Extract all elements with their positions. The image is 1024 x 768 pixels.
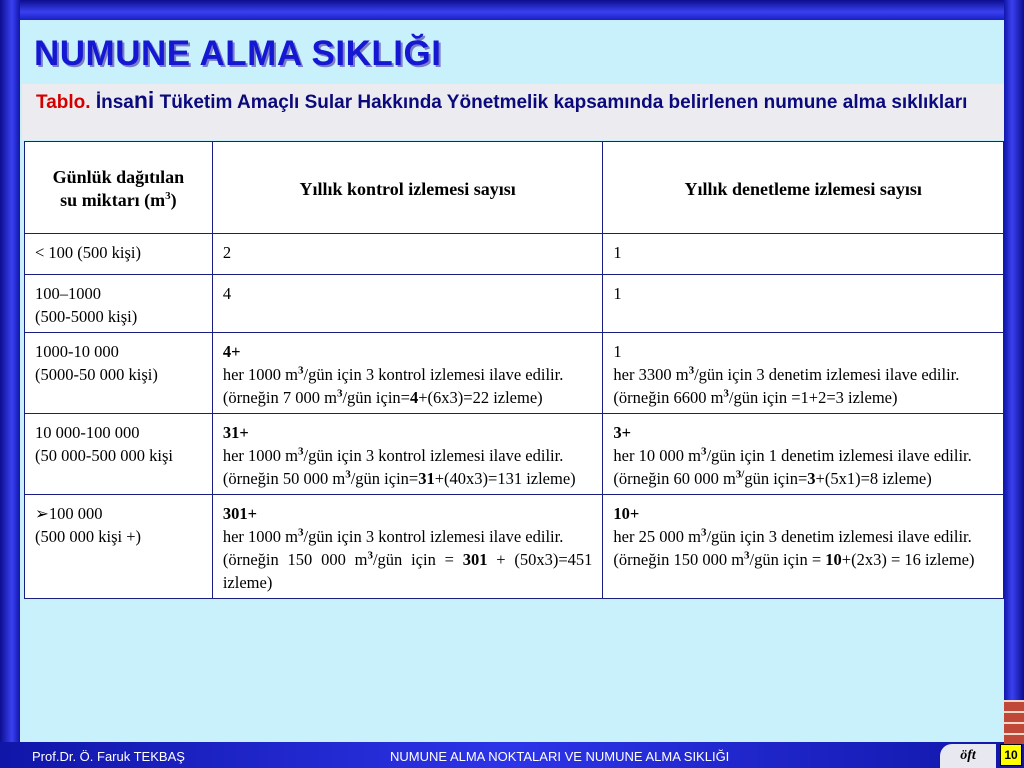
caption-word-part1: İnsa [95,92,134,113]
cell-daily-amount: 1000-10 000 (5000-50 000 kişi) [25,333,213,414]
table-caption [36,88,1002,115]
footer-topic: NUMUNE ALMA NOKTALARI VE NUMUNE ALMA SIKLIĞI [390,749,730,764]
cell-audit-count: 1 her 3300 $m^3$/gün için 3 denetim izlemesi ilave edilir. (örneğin 6600 $m^3$/gün için =1+2=3 izleme) [603,333,1004,414]
caption-prefix: Tablo. [36,92,91,113]
cell-daily-amount: ➢100 000 (500 000 kişi +) [25,495,213,599]
table-row [25,495,1004,599]
page-number: 10 [1000,744,1022,766]
cell-control-count: 31+ her 1000 $m^3$/gün için 3 kontrol izlemesi ilave edilir. (örneğin 50 000 $m^3$/gün için=31+(40x3)=131 izleme) [212,414,603,495]
frame-right [1004,0,1024,768]
cell-daily-amount: 10 000-100 000 (50 000-500 000 kişi [25,414,213,495]
arrow-bullet-icon: ➢ [35,504,49,523]
cell-control-count: 4 [212,275,603,333]
cell-audit-count: 10+ her 25 000 $m^3$/gün için 3 denetim izlemesi ilave edilir. (örneğin 150 000 $m^3$/gün için = 10+(2x3) = 16 izleme) [603,495,1004,599]
cell-control-count: 4+ her 1000 $m^3$/gün için 3 kontrol izlemesi ilave edilir. (örneğin 7 000 $m^3$/gün için=4+(6x3)=22 izleme) [212,333,603,414]
header-daily-amount: Günlük dağıtılan su miktarı $(m^3)$ [25,142,213,234]
cell-audit-count: 1 [603,234,1004,275]
table-row [25,275,1004,333]
table-row [25,234,1004,275]
frame-top [0,0,1024,20]
author-logo-icon: öft [940,744,996,768]
slide-title: NUMUNE ALMA SIKLIĞI [34,34,442,73]
caption-rest: Tüketim Amaçlı Sular Hakkında Yönetmelik kapsamında belirlenen numune alma sıklıkları [154,92,968,113]
sampling-frequency-table [24,141,1004,599]
caption-word-part2: ni [133,87,155,113]
cell-audit-count: 1 [603,275,1004,333]
header-annual-control: Yıllık kontrol izlemesi sayısı [212,142,603,234]
cell-control-count: 2 [212,234,603,275]
table-row [25,414,1004,495]
footer-author: Prof.Dr. Ö. Faruk TEKBAŞ [32,749,185,764]
frame-left [0,0,20,768]
cell-control-count: 301+ her 1000 $m^3$/gün için 3 kontrol izlemesi ilave edilir. (örneğin 150 000 $m^3$/gün için = 301 + (50x3)=451 izleme) [212,495,603,599]
header-annual-audit: Yıllık denetleme izlemesi sayısı [603,142,1004,234]
cell-daily-amount: < 100 (500 kişi) [25,234,213,275]
cell-daily-amount: 100–1000 (500-5000 kişi) [25,275,213,333]
table-header-row [25,142,1004,234]
table-row [25,333,1004,414]
brick-wall-decoration [1004,700,1024,744]
cell-audit-count: 3+ her 10 000 $m^3$/gün için 1 denetim izlemesi ilave edilir. (örneğin 60 000 $m^{3/}gün$ için=3+(5x1)=8 izleme) [603,414,1004,495]
